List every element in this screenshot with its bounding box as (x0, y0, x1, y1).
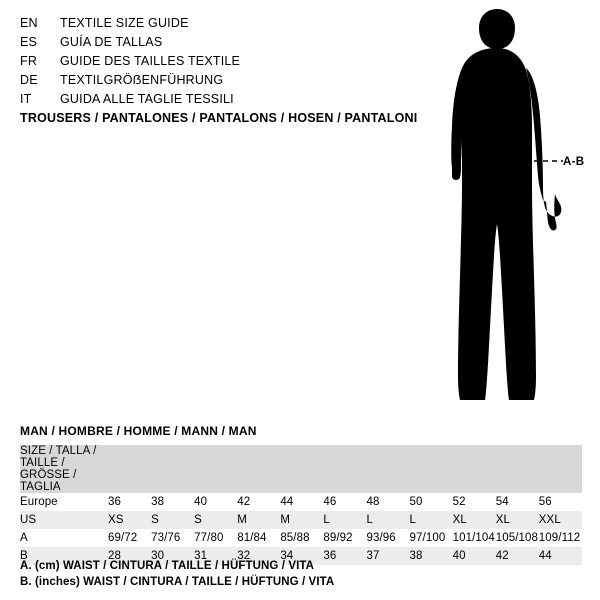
measurement-label-ab: A-B (563, 156, 585, 168)
cell: 77/80 (194, 532, 224, 544)
cell: 101/104 (452, 532, 495, 544)
category-title: TROUSERS / PANTALONES / PANTALONS / HOSEN / PANTALONI (20, 111, 418, 125)
language-code: EN (20, 16, 38, 30)
cell: 31 (194, 547, 237, 565)
cell: 38 (410, 547, 453, 565)
cell: 97/100 (409, 532, 446, 544)
cell: 81/84 (237, 532, 267, 544)
table-row-us (20, 511, 582, 529)
cell: 69/72 (108, 532, 138, 544)
cell: XL (453, 511, 496, 529)
cell: M (280, 511, 323, 529)
cell: S (194, 511, 237, 529)
cell: 34 (280, 547, 323, 565)
language-code: ES (20, 35, 38, 49)
cell: 109/112 (538, 532, 581, 544)
cell: 44 (539, 547, 582, 565)
cell: 46 (323, 496, 337, 508)
cell: L (323, 511, 366, 529)
language-list (20, 14, 420, 109)
row-label: US (20, 511, 108, 529)
cell: 30 (151, 547, 194, 565)
cell: 52 (452, 496, 466, 508)
language-text: GUÍA DE TALLAS (60, 35, 163, 49)
table-row-size-header (20, 445, 582, 493)
cell: 73/76 (151, 532, 181, 544)
cell: S (151, 511, 194, 529)
cell: XS (108, 511, 151, 529)
cell: 56 (538, 496, 552, 508)
row-label: SIZE / TALLA / TAILLE / GRÖSSE / TAGLIA (20, 445, 108, 493)
language-row (20, 90, 420, 109)
cell: L (410, 511, 453, 529)
language-text: GUIDA ALLE TAGLIE TESSILI (60, 92, 234, 106)
footnote-b: B. (inches) WAIST / CINTURA / TAILLE / HÜFTUNG / VITA (20, 576, 335, 588)
language-row (20, 14, 420, 33)
language-text: TEXTILGRÖẞENFÜHRUNG (60, 73, 224, 87)
cell: 89/92 (323, 532, 353, 544)
language-code: FR (20, 54, 38, 68)
table-row-a (20, 529, 582, 547)
cell: 38 (151, 496, 165, 508)
cell: 37 (366, 547, 409, 565)
language-row (20, 33, 420, 52)
footnotes (20, 558, 540, 590)
footnote-a: A. (cm) WAIST / CINTURA / TAILLE / HÜFTUNG / VITA (20, 560, 315, 572)
silhouette-icon (415, 8, 590, 408)
cell: 36 (108, 496, 121, 508)
size-table-section (20, 424, 582, 565)
cell: 54 (495, 496, 509, 508)
cell: 44 (280, 496, 294, 508)
person-silhouette-figure (415, 8, 590, 408)
table-row-europe (20, 493, 582, 511)
language-row (20, 71, 420, 90)
cell: 40 (194, 496, 208, 508)
row-label: Europe (20, 496, 58, 508)
language-text: GUIDE DES TAILLES TEXTILE (60, 54, 241, 68)
cell: 50 (409, 496, 423, 508)
row-label: A (20, 532, 28, 544)
cell: M (237, 511, 280, 529)
cell: 32 (237, 547, 280, 565)
language-row (20, 52, 420, 71)
size-table (20, 445, 582, 565)
cell: L (366, 511, 409, 529)
cell: 48 (366, 496, 380, 508)
language-text: TEXTILE SIZE GUIDE (60, 16, 189, 30)
cell: 42 (237, 496, 251, 508)
language-code: IT (20, 92, 32, 106)
cell: 40 (453, 547, 496, 565)
row-header-filler (108, 445, 582, 493)
cell: 93/96 (366, 532, 396, 544)
row-label: B (20, 547, 108, 565)
cell: 36 (323, 547, 366, 565)
cell: 28 (108, 547, 151, 565)
gender-title: MAN / HOMBRE / HOMME / MANN / MAN (20, 424, 257, 438)
language-code: DE (20, 73, 38, 87)
cell: 105/108 (495, 532, 538, 544)
cell: 85/88 (280, 532, 310, 544)
cell: XL (496, 511, 539, 529)
cell: XXL (539, 511, 582, 529)
cell: 42 (496, 547, 539, 565)
